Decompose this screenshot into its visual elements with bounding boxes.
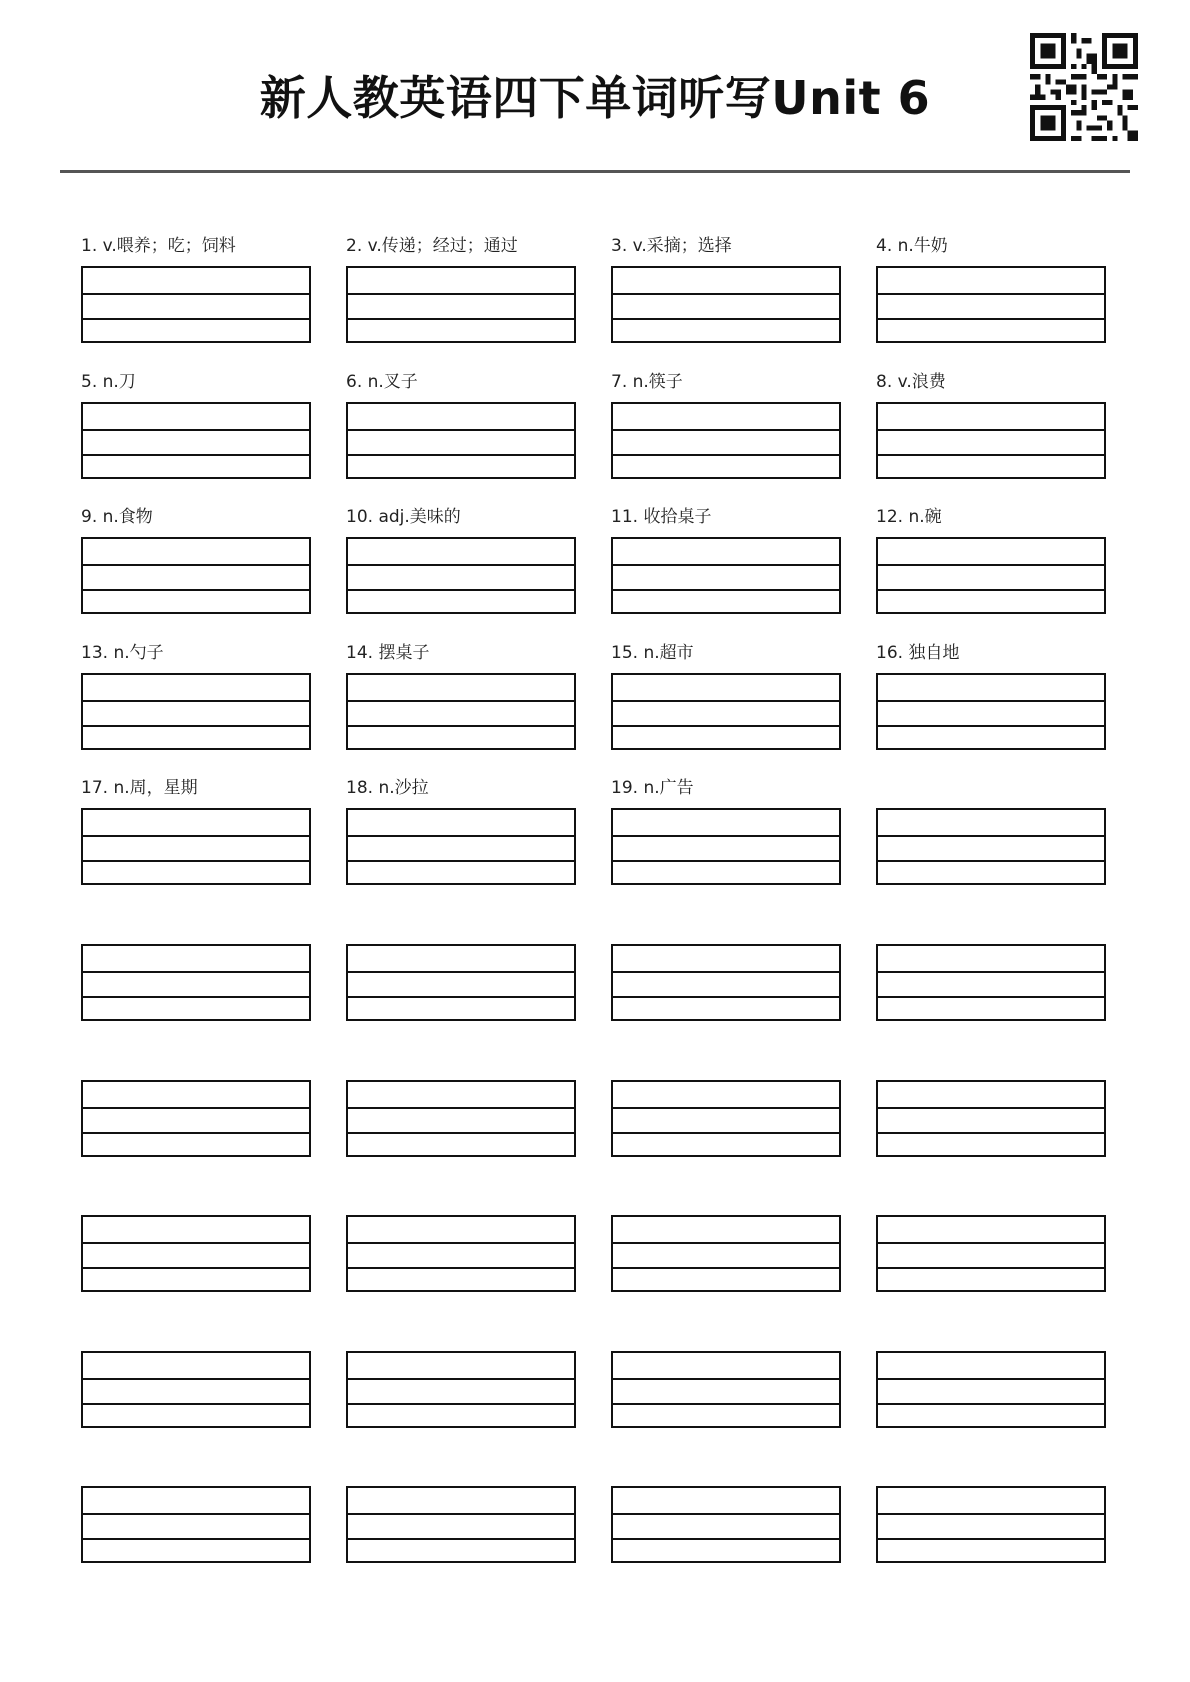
word-label: 15. n.超市 [611,643,694,663]
writing-box[interactable] [611,537,841,614]
writing-box[interactable] [81,673,311,750]
writing-guide-line [348,1513,574,1515]
writing-guide-line [878,1132,1104,1134]
writing-guide-line [83,1107,309,1109]
writing-guide-line [83,564,309,566]
word-label: 13. n.勺子 [81,643,164,663]
writing-guide-line [613,564,839,566]
word-label: 5. n.刀 [81,372,136,392]
writing-box[interactable] [876,944,1106,1021]
word-label: 4. n.牛奶 [876,236,948,256]
writing-guide-line [878,318,1104,320]
writing-guide-line [613,454,839,456]
writing-guide-line [613,429,839,431]
writing-guide-line [83,1132,309,1134]
writing-box[interactable] [81,537,311,614]
writing-guide-line [348,700,574,702]
word-label: 17. n.周，星期 [81,778,198,798]
writing-box[interactable] [611,266,841,343]
writing-box[interactable] [611,673,841,750]
word-label: 19. n.广告 [611,778,694,798]
writing-box[interactable] [81,1486,311,1563]
word-label: 10. adj.美味的 [346,507,461,527]
writing-guide-line [613,293,839,295]
writing-guide-line [348,1132,574,1134]
writing-guide-line [613,1267,839,1269]
writing-guide-line [348,429,574,431]
writing-guide-line [348,454,574,456]
writing-guide-line [348,971,574,973]
writing-guide-line [878,860,1104,862]
writing-guide-line [348,1107,574,1109]
word-label: 11. 收拾桌子 [611,507,712,527]
writing-guide-line [613,1132,839,1134]
writing-guide-line [613,1538,839,1540]
writing-guide-line [83,318,309,320]
writing-guide-line [348,835,574,837]
writing-guide-line [613,1403,839,1405]
writing-box[interactable] [81,402,311,479]
word-label: 6. n.叉子 [346,372,418,392]
writing-guide-line [348,860,574,862]
writing-guide-line [613,1242,839,1244]
writing-guide-line [83,1538,309,1540]
writing-guide-line [613,860,839,862]
writing-guide-line [348,589,574,591]
writing-guide-line [613,725,839,727]
writing-guide-line [83,293,309,295]
writing-guide-line [83,971,309,973]
writing-guide-line [613,1513,839,1515]
writing-guide-line [348,725,574,727]
writing-box[interactable] [346,402,576,479]
page-title: 新人教英语四下单词听写Unit 6 [259,71,931,125]
writing-guide-line [878,1107,1104,1109]
writing-guide-line [83,996,309,998]
writing-box[interactable] [876,673,1106,750]
writing-guide-line [348,293,574,295]
writing-guide-line [83,1378,309,1380]
header-divider [60,170,1130,173]
writing-guide-line [83,589,309,591]
writing-guide-line [83,429,309,431]
writing-guide-line [613,589,839,591]
writing-guide-line [878,700,1104,702]
writing-box[interactable] [346,266,576,343]
writing-box[interactable] [346,808,576,885]
writing-box[interactable] [611,808,841,885]
qr-code-icon [1030,33,1138,141]
writing-guide-line [83,454,309,456]
writing-box[interactable] [346,673,576,750]
word-label: 1. v.喂养；吃；饲料 [81,236,236,256]
writing-box[interactable] [611,402,841,479]
writing-guide-line [83,700,309,702]
writing-guide-line [878,1513,1104,1515]
writing-box[interactable] [346,1080,576,1157]
writing-box[interactable] [611,1215,841,1292]
writing-guide-line [878,564,1104,566]
writing-box[interactable] [346,1486,576,1563]
writing-guide-line [348,1538,574,1540]
writing-guide-line [878,293,1104,295]
writing-guide-line [348,318,574,320]
word-label: 14. 摆桌子 [346,643,430,663]
writing-guide-line [613,700,839,702]
writing-guide-line [878,725,1104,727]
writing-box[interactable] [876,537,1106,614]
word-label: 9. n.食物 [81,507,153,527]
writing-guide-line [878,996,1104,998]
writing-box[interactable] [346,944,576,1021]
writing-guide-line [613,1378,839,1380]
writing-guide-line [878,589,1104,591]
word-label: 2. v.传递；经过；通过 [346,236,518,256]
writing-guide-line [878,1242,1104,1244]
writing-box[interactable] [81,266,311,343]
writing-guide-line [83,835,309,837]
writing-box[interactable] [611,1351,841,1428]
word-label: 7. n.筷子 [611,372,683,392]
writing-guide-line [348,1242,574,1244]
writing-box[interactable] [876,1080,1106,1157]
writing-guide-line [878,1538,1104,1540]
writing-guide-line [878,429,1104,431]
writing-box[interactable] [81,808,311,885]
writing-guide-line [878,454,1104,456]
writing-box[interactable] [81,944,311,1021]
writing-box[interactable] [876,1351,1106,1428]
writing-box[interactable] [81,1080,311,1157]
writing-guide-line [83,1403,309,1405]
word-label: 12. n.碗 [876,507,942,527]
writing-box[interactable] [876,266,1106,343]
writing-guide-line [348,996,574,998]
writing-guide-line [878,835,1104,837]
word-label: 18. n.沙拉 [346,778,429,798]
writing-box[interactable] [346,537,576,614]
writing-guide-line [878,1403,1104,1405]
writing-box[interactable] [346,1351,576,1428]
word-label: 8. v.浪费 [876,372,946,392]
writing-guide-line [613,971,839,973]
writing-box[interactable] [346,1215,576,1292]
writing-box[interactable] [876,1215,1106,1292]
writing-guide-line [83,1513,309,1515]
word-label: 3. v.采摘；选择 [611,236,732,256]
writing-box[interactable] [876,808,1106,885]
writing-box[interactable] [876,402,1106,479]
writing-guide-line [348,1267,574,1269]
writing-guide-line [83,1267,309,1269]
writing-box[interactable] [81,1351,311,1428]
writing-box[interactable] [611,1486,841,1563]
writing-guide-line [348,564,574,566]
writing-guide-line [83,860,309,862]
writing-guide-line [613,996,839,998]
writing-guide-line [613,318,839,320]
writing-box[interactable] [611,944,841,1021]
word-label: 16. 独自地 [876,643,960,663]
writing-box[interactable] [611,1080,841,1157]
writing-box[interactable] [876,1486,1106,1563]
writing-guide-line [613,835,839,837]
writing-guide-line [878,971,1104,973]
writing-guide-line [83,725,309,727]
writing-guide-line [878,1378,1104,1380]
writing-guide-line [878,1267,1104,1269]
writing-guide-line [83,1242,309,1244]
writing-guide-line [348,1403,574,1405]
writing-guide-line [348,1378,574,1380]
writing-guide-line [613,1107,839,1109]
writing-box[interactable] [81,1215,311,1292]
